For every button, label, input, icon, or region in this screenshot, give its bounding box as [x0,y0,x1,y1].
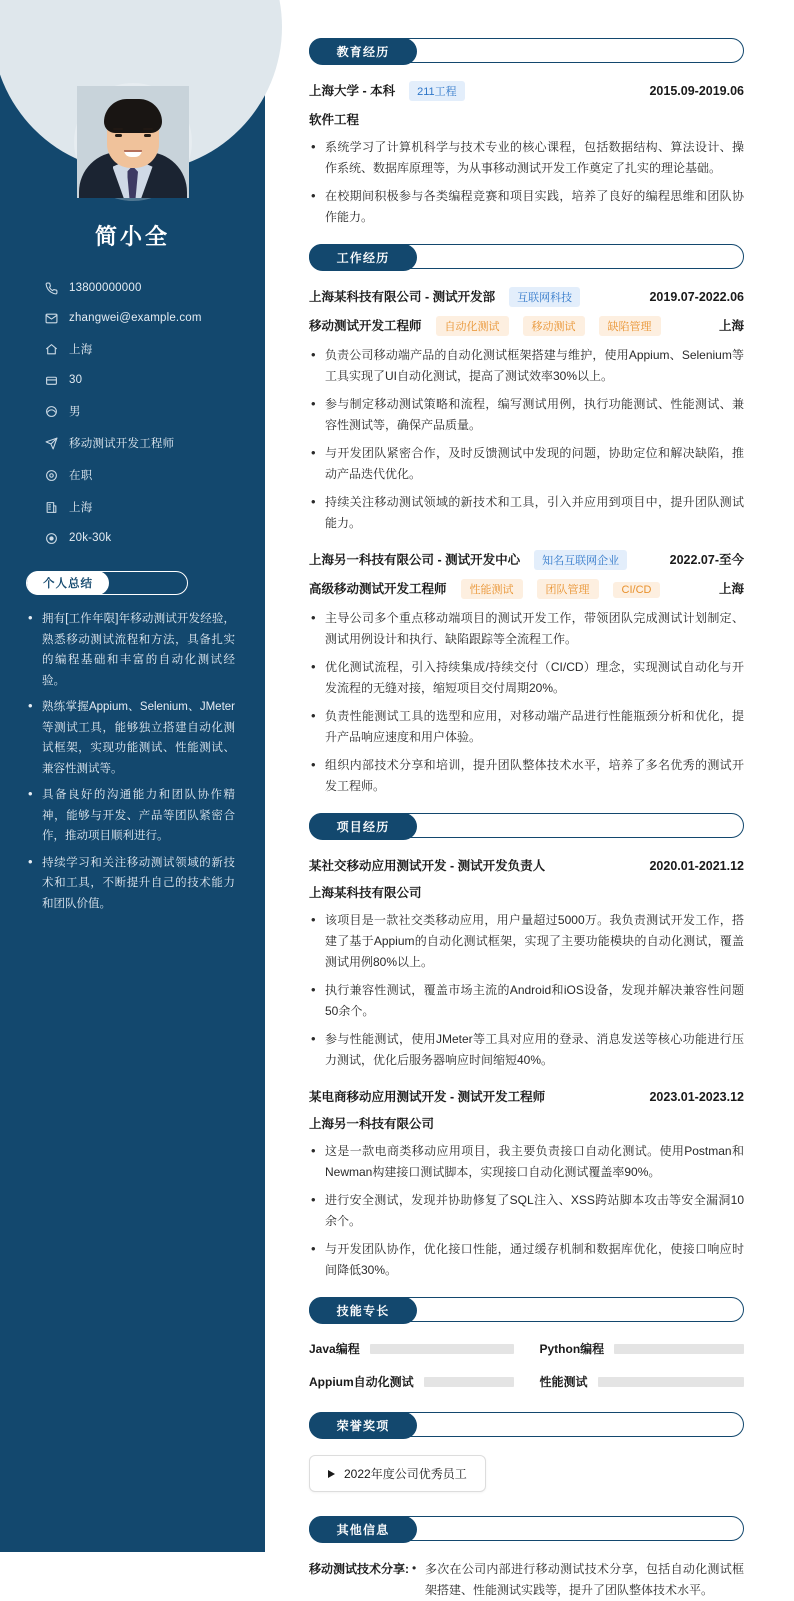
work-entry [309,550,744,797]
skill-progress-bar [424,1377,514,1387]
avatar-wrapper [26,86,239,198]
work-bullets [309,345,744,534]
summary-list [26,609,239,914]
skill-progress-bar [614,1344,744,1354]
section-title: 教育经历 [309,38,417,65]
skill-name: Python编程 [539,1342,605,1356]
contact-list [26,281,239,545]
list-item: • 在校期间积极参与各类编程竞赛和项目实践，培养了良好的编程思维和团队协作能力。 [309,186,744,228]
avatar [77,86,189,198]
entry-secondary-line [309,579,744,599]
project-bullets [309,1141,744,1281]
list-item: • 组织内部技术分享和培训，提升团队整体技术水平，培养了多名优秀的测试开发工程师。 [309,755,744,797]
project-name: 某电商移动应用测试开发 - 测试开发工程师 [309,1090,546,1104]
phone-icon [44,281,58,295]
contact-value: 移动测试开发工程师 [69,438,175,450]
contact-value: 30 [69,374,83,386]
list-item: • 具备良好的沟通能力和团队协作精神，能够与开发、产品等团队紧密合作，推动项目顺利进行。 [26,785,235,847]
play-triangle-icon [328,1470,335,1478]
skill-progress-bar [370,1344,514,1354]
contact-value: 上海 [69,502,93,514]
home-icon [44,342,58,356]
other-info-content: • 多次在公司内部进行移动测试技术分享，包括自动化测试框架搭建、性能测试实践等，提升了团队整体技术水平。 [409,1559,744,1601]
list-item: • 执行兼容性测试，覆盖市场主流的Android和iOS设备，发现并解决兼容性问题50余个。 [309,980,744,1022]
education-bullets [309,137,744,228]
project-entry [309,856,744,1071]
skill-item [540,1340,745,1357]
role-tag: 性能测试 [461,579,523,599]
entry-primary-line [309,856,744,874]
major: 软件工程 [309,113,360,127]
entry-primary-line [309,550,744,570]
section-header [309,1412,744,1437]
contact-value: 男 [69,406,81,418]
skill-name: Java编程 [309,1342,360,1356]
sidebar-section-summary-header [26,571,188,595]
email-icon [44,311,58,325]
other-info-label: 移动测试技术分享: [309,1562,409,1576]
main-content [265,0,794,1597]
company-name: 上海某科技有限公司 - 测试开发部 [309,290,496,304]
skills-grid [309,1340,744,1390]
idcard-icon [44,373,58,387]
other-info-row [309,1559,744,1601]
contact-value: 13800000000 [69,282,142,294]
list-item: • 进行安全测试，发现并协助修复了SQL注入、XSS跨站脚本攻击等安全漏洞10余个。 [309,1190,744,1232]
role-tag: CI/CD [613,582,661,598]
section-header [309,244,744,269]
city-icon [44,500,58,514]
contact-age [44,373,239,387]
entry-primary-line [309,1087,744,1105]
company-name: 上海另一科技有限公司 - 测试开发中心 [309,553,521,567]
skill-item [540,1373,745,1390]
section-other-info [309,1516,744,1601]
work-bullets [309,608,744,797]
list-item: • 拥有[工作年限]年移动测试开发经验，熟悉移动测试流程和方法，具备扎实的编程基础和丰富的自动化测试经验。 [26,609,235,691]
list-item: • 熟练掌握Appium、Selenium、JMeter等测试工具，能够独立搭建自动化测试框架，实现功能测试、性能测试、兼容性测试等。 [26,697,235,779]
section-header [309,38,744,63]
contact-email [44,311,239,325]
person-name: 简小全 [94,224,170,249]
role-tag: 移动测试 [523,316,585,336]
list-item: • 系统学习了计算机科学与技术专业的核心课程，包括数据结构、算法设计、操作系统、数据库原理等，为从事移动测试开发工作奠定了扎实的理论基础。 [309,137,744,179]
list-item: • 与开发团队协作，优化接口性能，通过缓存机制和数据库优化，使接口响应时间降低30%。 [309,1239,744,1281]
contact-status [44,467,239,483]
entry-date: 2019.07-2022.06 [649,290,744,304]
section-skills [309,1297,744,1390]
section-title: 工作经历 [309,244,417,271]
role-tag: 自动化测试 [436,316,509,336]
section-honors [309,1412,744,1512]
contact-value: 在职 [69,470,93,482]
position-icon [44,436,58,450]
entry-location: 上海 [718,319,744,333]
contact-gender [44,403,239,419]
section-title: 其他信息 [309,1516,417,1543]
entry-date: 2023.01-2023.12 [649,1090,744,1104]
school-name: 上海大学 - 本科 [309,84,396,98]
company-tag: 互联网科技 [509,287,580,307]
status-icon [44,468,58,482]
contact-position [44,435,239,451]
skill-item [309,1373,514,1390]
entry-date: 2022.07-至今 [669,553,744,567]
contact-salary [44,531,239,545]
gender-icon [44,404,58,418]
skill-name: Appium自动化测试 [309,1375,414,1389]
contact-value: zhangwei@example.com [69,312,202,324]
entry-primary-line [309,287,744,307]
section-title: 项目经历 [309,813,417,840]
section-work [309,244,744,797]
honor-label: 2022年度公司优秀员工 [344,1467,467,1481]
list-item: • 优化测试流程，引入持续集成/持续交付（CI/CD）理念，实现测试自动化与开发流程的无缝对接，缩短项目交付周期20%。 [309,657,744,699]
entry-location: 上海 [718,582,744,596]
section-header [309,1297,744,1322]
entry-secondary-line [309,316,744,336]
company-tag: 知名互联网企业 [534,550,627,570]
list-item: • 与开发团队紧密合作，及时反馈测试中发现的问题，协助定位和解决缺陷，推动产品迭代优化。 [309,443,744,485]
list-item: • 参与性能测试，使用JMeter等工具对应用的登录、消息发送等核心功能进行压力测试，优化后服务器响应时间缩短40%。 [309,1029,744,1071]
section-header [309,1516,744,1541]
project-company: 上海另一科技有限公司 [309,1117,435,1131]
section-header [309,813,744,838]
job-role: 高级移动测试开发工程师 [309,582,447,596]
section-title: 荣誉奖项 [309,1412,417,1439]
honor-item[interactable] [309,1455,486,1492]
contact-value: 上海 [69,344,93,356]
entry-date: 2015.09-2019.06 [649,84,744,98]
section-education [309,38,744,228]
project-entry [309,1087,744,1281]
section-title: 技能专长 [309,1297,417,1324]
salary-icon [44,531,58,545]
list-item: • 持续学习和关注移动测试领域的新技术和工具，不断提升自己的技术能力和团队价值。 [26,853,235,915]
list-item: • 参与制定移动测试策略和流程，编写测试用例，执行功能测试、性能测试、兼容性测试等，确保产品质量。 [309,394,744,436]
skill-name: 性能测试 [539,1375,588,1389]
entry-date: 2020.01-2021.12 [649,859,744,873]
skill-item [309,1340,514,1357]
contact-home [44,341,239,357]
school-tag: 211工程 [409,81,465,101]
entry-primary-line [309,81,744,101]
sidebar [0,0,265,1552]
contact-phone [44,281,239,295]
skill-progress-bar [598,1377,744,1387]
project-company: 上海某科技有限公司 [309,886,422,900]
list-item: • 这是一款电商类移动应用项目，我主要负责接口自动化测试。使用Postman和Newman构建接口测试脚本，实现接口自动化测试覆盖率90%。 [309,1141,744,1183]
role-tag: 缺陷管理 [599,316,661,336]
list-item: • 持续关注移动测试领域的新技术和工具，引入并应用到项目中，提升团队测试能力。 [309,492,744,534]
job-role: 移动测试开发工程师 [309,319,422,333]
contact-city [44,499,239,515]
project-name: 某社交移动应用测试开发 - 测试开发负责人 [309,859,546,873]
section-projects [309,813,744,1281]
project-bullets [309,910,744,1071]
list-item: • 该项目是一款社交类移动应用，用户量超过5000万。我负责测试开发工作，搭建了基于Appium的自动化测试框架，实现了主要功能模块的自动化测试，覆盖测试用例80%以上。 [309,910,744,973]
role-tag: 团队管理 [537,579,599,599]
education-entry [309,81,744,228]
work-entry [309,287,744,534]
list-item: • 负责性能测试工具的选型和应用，对移动端产品进行性能瓶颈分析和优化，提升产品响应速度和用户体验。 [309,706,744,748]
sidebar-section-title: 个人总结 [27,571,109,595]
list-item: • 主导公司多个重点移动端项目的测试开发工作，带领团队完成测试计划制定、测试用例设计和执行、缺陷跟踪等全流程工作。 [309,608,744,650]
contact-value: 20k-30k [69,532,112,544]
list-item: • 负责公司移动端产品的自动化测试框架搭建与维护，使用Appium、Selenium等工具实现了UI自动化测试，提高了测试效率30%以上。 [309,345,744,387]
